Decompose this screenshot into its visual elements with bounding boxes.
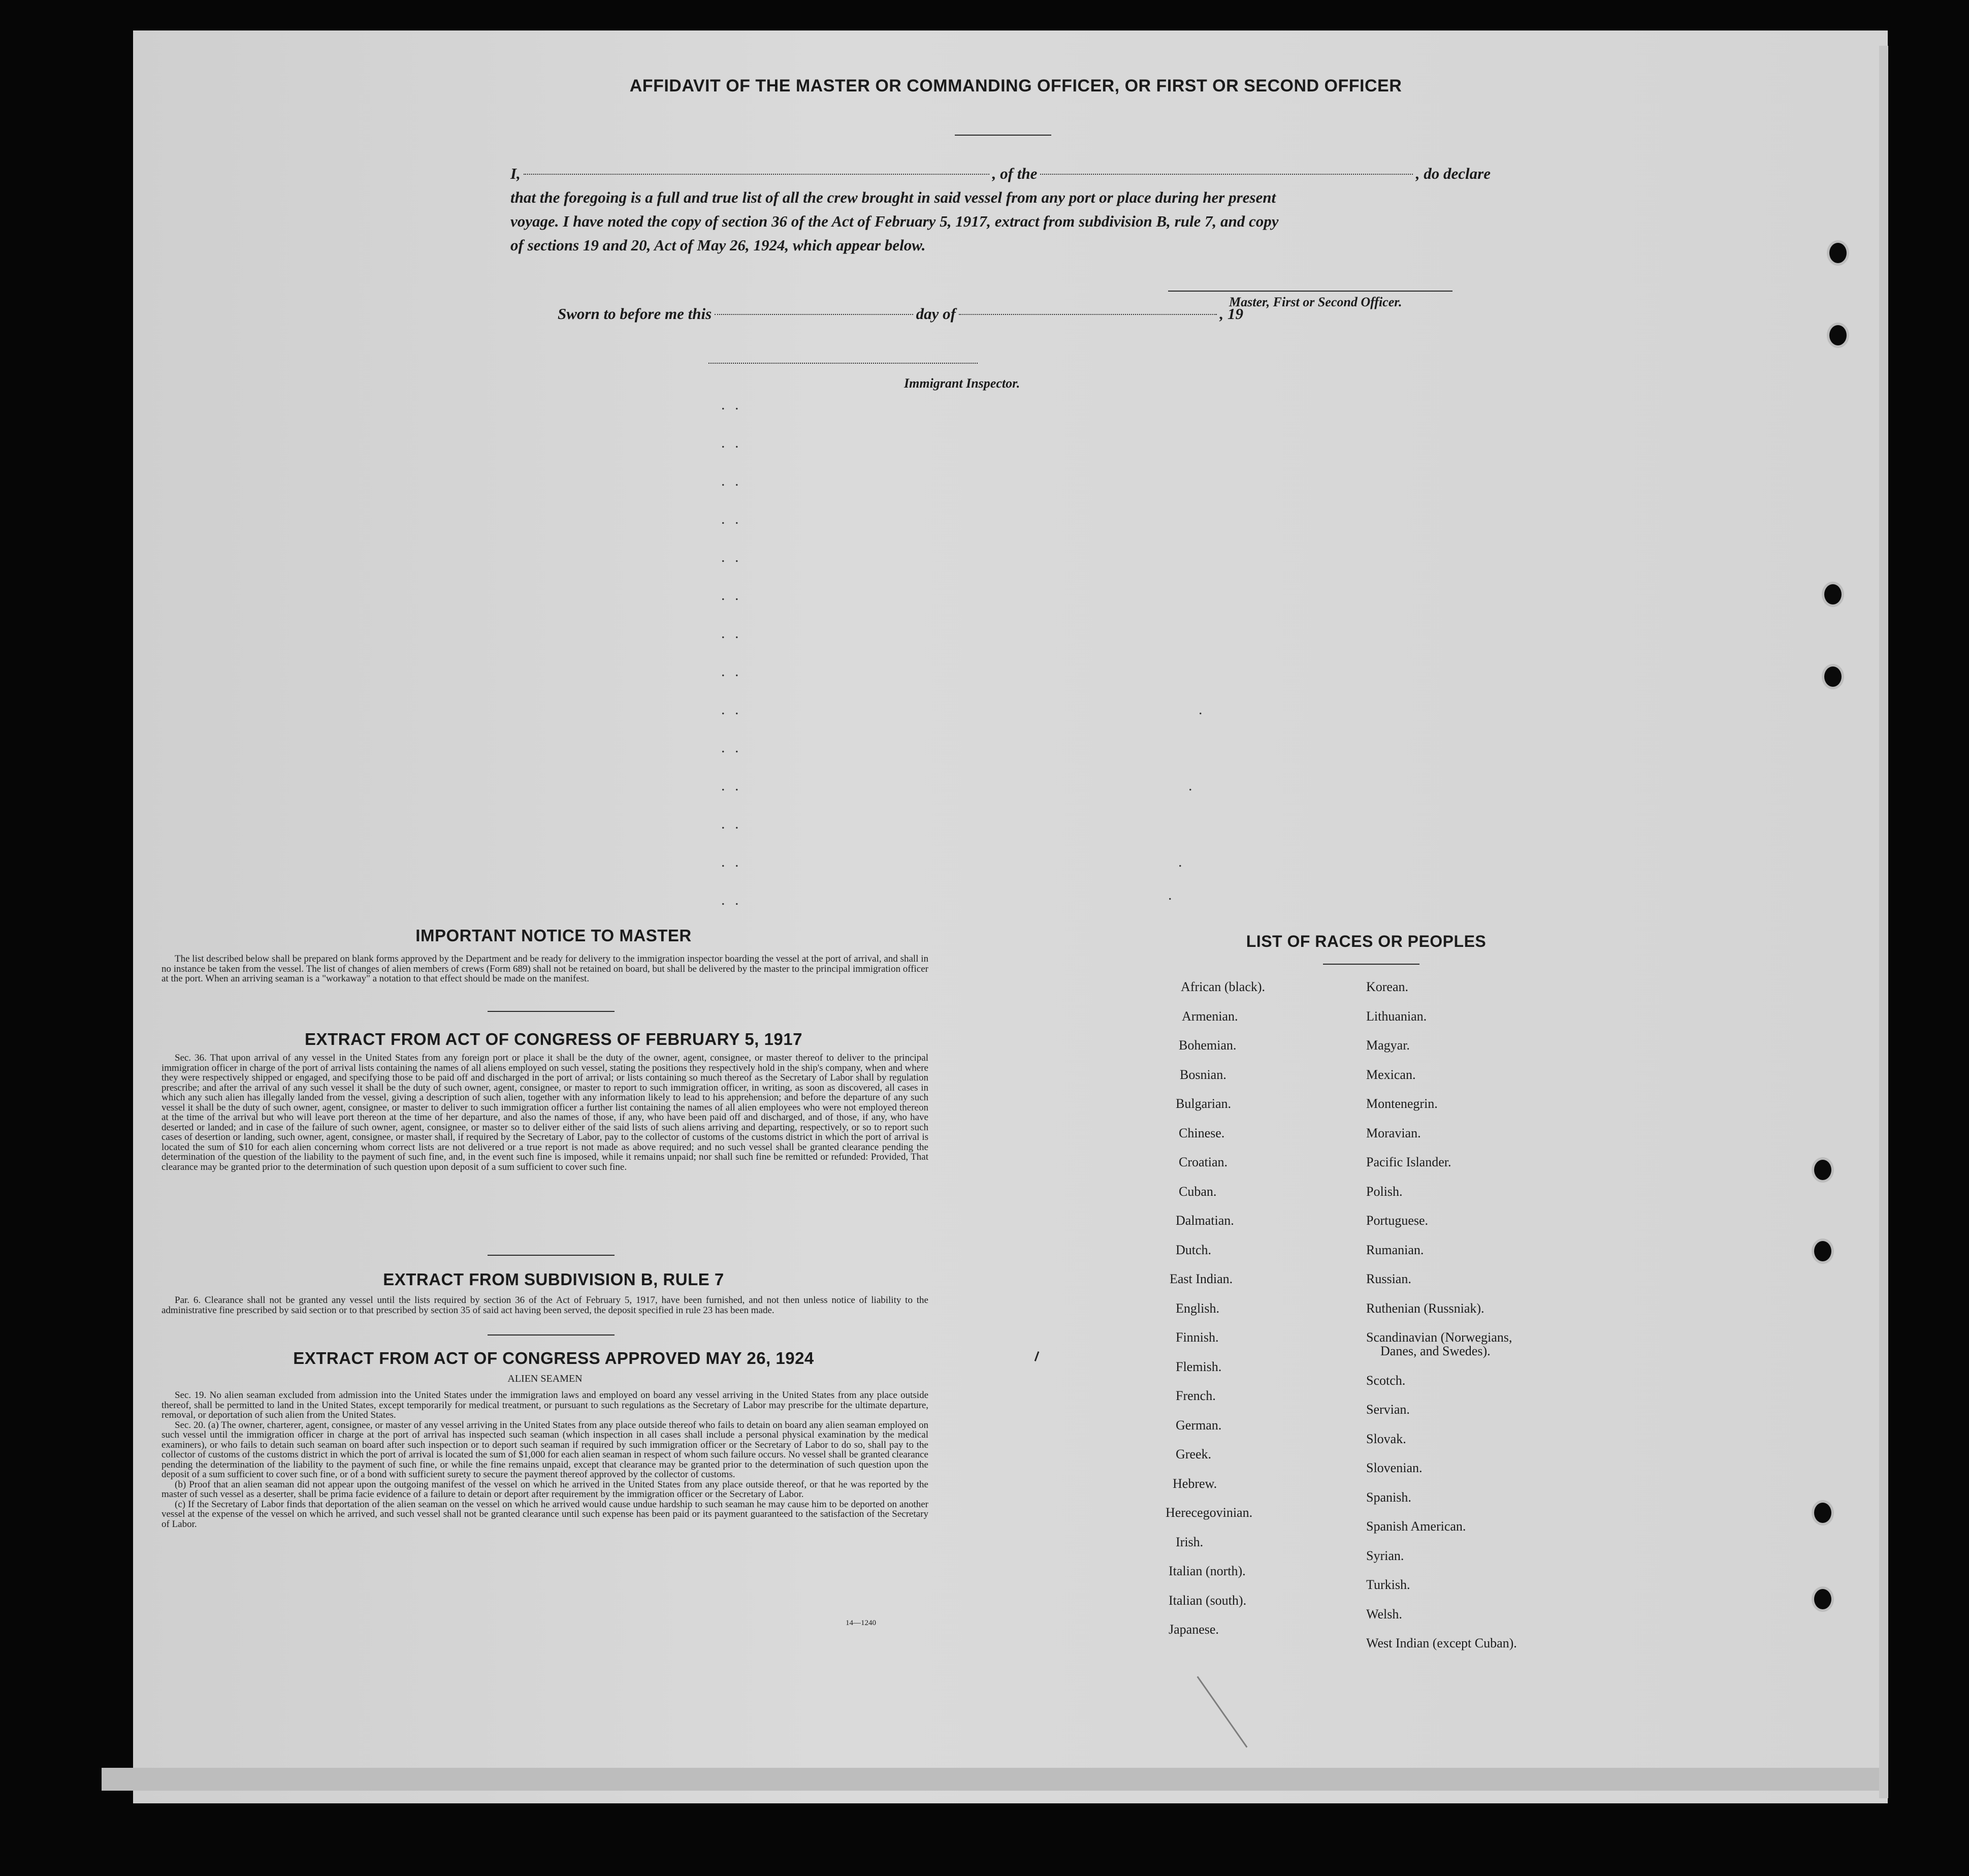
punch-hole: [1814, 1503, 1831, 1523]
race-item: Italian (north).: [1169, 1564, 1246, 1578]
extract-1924-body: [162, 1390, 928, 1529]
races-right-column: [1366, 979, 1651, 1650]
race-item: English.: [1176, 1300, 1219, 1316]
race-item: Ruthenian (Russniak).: [1366, 1300, 1484, 1316]
race-item: Moravian.: [1366, 1125, 1421, 1140]
title-rule: [955, 135, 1051, 136]
race-item: Polish.: [1366, 1184, 1403, 1199]
race-item: Finnish.: [1176, 1330, 1219, 1345]
declaration-of-the: , of the: [992, 165, 1038, 182]
extract-rule7-rule: [488, 1334, 615, 1336]
vessel-name-field[interactable]: [1040, 174, 1412, 175]
race-item: Italian (south).: [1169, 1593, 1247, 1608]
race-item: Chinese.: [1179, 1125, 1225, 1140]
race-item: Irish.: [1176, 1534, 1204, 1549]
notice-body: [162, 954, 928, 984]
race-item: Syrian.: [1366, 1548, 1404, 1563]
races-title: LIST OF RACES OR PEOPLES: [1246, 932, 1487, 950]
race-item: Servian.: [1366, 1402, 1410, 1417]
punch-hole: [1814, 1160, 1831, 1180]
race-item: Armenian.: [1182, 1008, 1238, 1024]
race-item: Bulgarian.: [1176, 1096, 1232, 1111]
extract-rule7-title: EXTRACT FROM SUBDIVISION B, RULE 7: [383, 1270, 724, 1289]
race-item: Scotch.: [1366, 1373, 1406, 1388]
notice-paragraph: The list described below shall be prepared on blank forms approved by the Department and be ready for delivery to the immigration inspector boarding the vessel at the port of arrival, and shall in no instance be taken from the vessel. The list of changes of alien members of crews (Form 689) shall not be retained on board, but shall be delivered by the master to the principal immigration officer at the port. When an arriving seaman is a "workaway" a notation to that effect should be made on the manifest.: [162, 953, 928, 984]
race-item: Magyar.: [1366, 1038, 1410, 1053]
sec-20b-paragraph: (b) Proof that an alien seaman did not appear upon the outgoing manifest of the vessel on which he arrived in the United States from any place outside thereof, or that he was reported by the master of such vessel as a deserter, shall be prima facie evidence of a failure to detain or deport after requirement by the immigration officer or the Secretary of Labor.: [162, 1479, 928, 1500]
sec-19-paragraph: Sec. 19. No alien seaman excluded from admission into the United States under the immigration laws and employed on board any vessel arriving in the United States from any place outside thereof, shall be permitted to land in the United States, except temporarily for medical treatment, or pursuant to such regulations as the Secretary of Labor may prescribe for the ultimate departure, removal, or deportation of such alien from the United States.: [162, 1390, 928, 1420]
sworn-line: [558, 305, 1243, 323]
race-item: German.: [1176, 1417, 1222, 1433]
race-item: Rumanian.: [1366, 1242, 1424, 1257]
affidavit-title: AFFIDAVIT OF THE MASTER OR COMMANDING OFFICER, OR FIRST OR SECOND OFFICER: [629, 76, 1402, 96]
race-item: Flemish.: [1176, 1359, 1222, 1374]
race-item: Slovenian.: [1366, 1460, 1423, 1475]
declaration: [510, 162, 1491, 257]
notice-title: IMPORTANT NOTICE TO MASTER: [415, 926, 692, 945]
race-item: Pacific Islander.: [1366, 1155, 1451, 1169]
race-item: Portuguese.: [1366, 1213, 1429, 1228]
race-item: Korean.: [1366, 979, 1409, 994]
race-item: Dalmatian.: [1176, 1213, 1234, 1228]
race-item: West Indian (except Cuban).: [1366, 1636, 1517, 1650]
inspector-label: Immigrant Inspector.: [904, 376, 1020, 391]
punch-hole: [1829, 325, 1847, 345]
race-item: Bosnian.: [1180, 1067, 1226, 1082]
race-item: French.: [1176, 1388, 1216, 1403]
master-signature-line[interactable]: [1168, 291, 1452, 292]
race-item: Spanish.: [1366, 1489, 1411, 1505]
page-edge: [1879, 46, 1888, 1798]
race-item: Lithuanian.: [1366, 1008, 1427, 1024]
race-item: African (black).: [1181, 979, 1266, 994]
sec-20a-paragraph: Sec. 20. (a) The owner, charterer, agent, consignee, or master of any vessel arriving in the United States from any place outside thereof who fails to detain on board any alien seaman employed on such vessel until the immigration officer in charge at the port of arrival has inspected such seaman (which inspection in all cases shall include a personal physical examination by the medical examiners), or who fails to detain such seaman on board after such inspection or to deport such seaman if required by such immigration officer or the Secretary of Labor to do so, shall pay to the collector of customs of the customs district in which the port of arrival is located the sum of $1,000 for each alien seaman in respect of whom such failure occurs. No vessel shall be granted clearance pending the determination of the liability to the payment of such fine, or while the fine remains unpaid, except that clearance may be granted prior to the determination of such question upon the deposit of a sum sufficient to cover such fine, or of a bond with sufficient surety to secure the payment thereof approved by the collector of customs.: [162, 1419, 928, 1480]
race-item: Bohemian.: [1179, 1038, 1237, 1053]
master-label: Master, First or Second Officer.: [1229, 295, 1402, 309]
extract-1917-title: EXTRACT FROM ACT OF CONGRESS OF FEBRUARY 5, 1917: [305, 1030, 802, 1048]
sworn-day-label: day of: [916, 305, 956, 323]
race-item: East Indian.: [1170, 1271, 1233, 1286]
race-item: Dutch.: [1176, 1242, 1212, 1257]
declaration-line-2: that the foregoing is a full and true list of all the crew brought in said vessel from any port or place during her present: [510, 188, 1276, 206]
race-item: Spanish American.: [1366, 1519, 1466, 1534]
race-item: Welsh.: [1366, 1606, 1402, 1621]
punch-hole: [1824, 584, 1842, 605]
punch-hole: [1829, 243, 1847, 263]
extract-1917-rule: [488, 1255, 615, 1256]
race-item: Scandinavian (Norwegians,: [1366, 1330, 1512, 1345]
race-item: Montenegrin.: [1366, 1096, 1438, 1111]
notice-rule: [488, 1011, 615, 1012]
inspector-signature-line[interactable]: [708, 363, 978, 364]
sworn-day-field[interactable]: [715, 314, 913, 315]
punch-hole: [1824, 666, 1842, 687]
race-item: Mexican.: [1366, 1067, 1416, 1082]
extract-rule7-body: [162, 1295, 928, 1315]
race-item: Danes, and Swedes).: [1380, 1344, 1491, 1358]
race-item: Russian.: [1366, 1271, 1411, 1286]
officer-name-field[interactable]: [524, 174, 989, 175]
punch-hole: [1814, 1589, 1831, 1609]
alien-seamen-subtitle: ALIEN SEAMEN: [507, 1373, 583, 1384]
race-item: Herecegovinian.: [1166, 1505, 1253, 1520]
extract-1917-body: [162, 1053, 928, 1172]
declaration-i: I,: [510, 165, 521, 182]
sworn-year-label: , 19: [1219, 305, 1243, 323]
punch-hole: [1814, 1241, 1831, 1261]
page-edge-bottom: [102, 1768, 1879, 1791]
form-number: 14—1240: [846, 1619, 876, 1627]
par-6-paragraph: Par. 6. Clearance shall not be granted any vessel until the lists required by section 36 of the Act of February 5, 1917, have been furnished, and not then unless notice of liability to the administrative fine prescribed by said section or to that prescribed by section 35 of said act having been served, the deposit specified in rule 23 has been made.: [162, 1295, 928, 1316]
race-item: Slovak.: [1366, 1431, 1406, 1446]
declaration-line-3: voyage. I have noted the copy of section 36 of the Act of February 5, 1917, extract from subdivision B, rule 7, and copy: [510, 212, 1279, 230]
sworn-prefix: Sworn to before me this: [558, 305, 712, 323]
extract-1924-title: EXTRACT FROM ACT OF CONGRESS APPROVED MAY 26, 1924: [293, 1349, 814, 1368]
race-item: Greek.: [1176, 1447, 1212, 1461]
declaration-line-4: of sections 19 and 20, Act of May 26, 1924, which appear below.: [510, 236, 926, 254]
sec-36-paragraph: Sec. 36. That upon arrival of any vessel in the United States from any foreign port or place it shall be the duty of the owner, agent, consignee, or master thereof to deliver to the principal immigration officer in charge of the port of arrival lists containing the names of all aliens employed on such vessel, stating the positions they respectively hold in the ship's company, when and where they were respectively shipped or engaged, and specifying those to be paid off and discharged in the port of arrival; or lists containing so much thereof as the Secretary of Labor shall by regulation prescribe; and after the arrival of any such vessel it shall be the duty of such owner, agent, consignee, or master to report to such immigration officer, in writing, as soon as discovered, all cases in which any such alien has illegally landed from the vessel, giving a description of such alien, together with any information likely to lead to his apprehension; and before the departure of any such vessel it shall be the duty of such owner, agent, consignee, or master to deliver to such immigration officer a further list containing the names of all alien employees who were not employed thereon at the time of the arrival but who will leave port thereon at the time of her departure, and also the names of those, if any, who have been paid off and discharged, and of those, if any, who have deserted or landed; and in case of the failure of such owner, agent, consignee, or master so to deliver either of the said lists of such aliens arriving and departing, respectively, or so to report such cases of desertion or landing, such owner, agent, consignee, or master shall, if required by the Secretary of Labor, pay to the collector of customs of the customs district in which the port of arrival is located the sum of $10 for each alien concerning whom correct lists are not delivered or a true report is not made as above required; and no such vessel shall be granted clearance pending the determination of the question of the liability to the payment of such fine, and, in the event such fine is imposed, while it remains unpaid; nor shall such fine be remitted or refunded: Provided, That clearance may be granted prior to the determination of such question upon deposit of a sum sufficient to cover such fine.: [162, 1053, 928, 1172]
sec-20c-paragraph: (c) If the Secretary of Labor finds that deportation of the alien seaman on the vessel on which he arrived would cause undue hardship to such seaman he may cause him to be deported on another vessel at the expense of the vessel on which he arrived, and such vessel shall not be granted clearance until such expense has been paid or its payment guaranteed to the satisfaction of the Secretary of Labor.: [162, 1499, 928, 1530]
race-item: Cuban.: [1179, 1184, 1217, 1199]
declaration-declare: , do declare: [1415, 165, 1491, 182]
race-item: Japanese.: [1169, 1622, 1219, 1637]
declaration-line-1: [510, 162, 1491, 185]
race-item: Hebrew.: [1173, 1476, 1217, 1491]
races-rule: [1323, 964, 1419, 965]
race-item: Croatian.: [1179, 1155, 1228, 1169]
sworn-month-field[interactable]: [959, 314, 1217, 315]
race-item: Turkish.: [1366, 1577, 1410, 1592]
